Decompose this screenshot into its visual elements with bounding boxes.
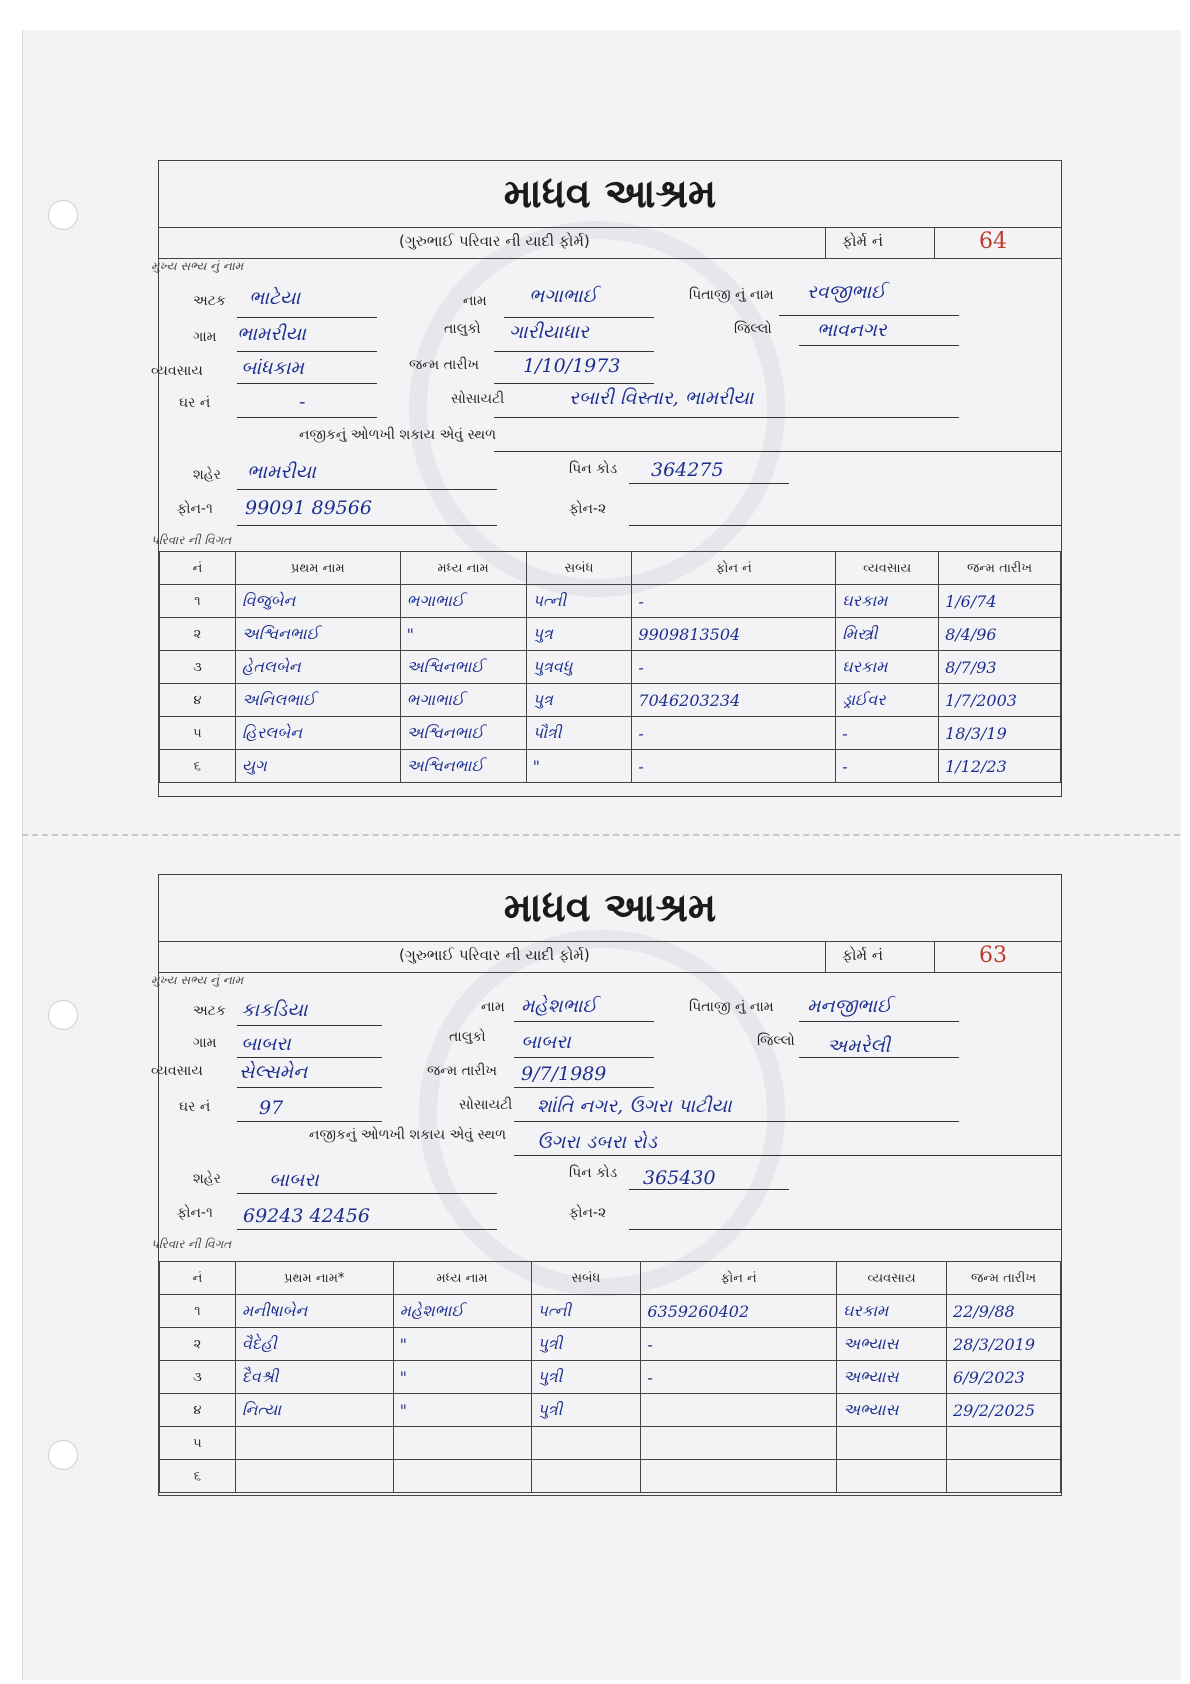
col-first-name: પ્રથમ નામ: [235, 552, 400, 585]
taluka-label: તાલુકો: [449, 1029, 486, 1045]
dob-label: જન્મ તારીખ: [409, 357, 480, 373]
first-name: વૈદેહી: [235, 1328, 393, 1361]
relation: પુત્ર: [526, 684, 632, 717]
col-relation: સબંધ: [531, 1262, 641, 1295]
form-title: માધવ આશ્રમ: [503, 171, 717, 217]
occupation: ઘરકામ: [837, 1295, 947, 1328]
row-number: ૫: [160, 717, 236, 750]
phone: -: [632, 585, 836, 618]
occupation-value: સેલ્સમેન: [239, 1061, 308, 1083]
landmark-label: નજીકનું ઓળખી શકાય એવું સ્થળ: [299, 427, 497, 443]
relation: પત્ની: [526, 585, 632, 618]
form-number-label: ફોર્મ નં: [842, 946, 883, 964]
table-row: [160, 585, 1061, 618]
middle-name: મહેશભાઈ: [393, 1295, 531, 1328]
phone: [641, 1394, 837, 1427]
father-label: પિતાજી નું નામ: [689, 999, 774, 1015]
village-value: બાબરા: [241, 1033, 291, 1055]
phone: 7046203234: [632, 684, 836, 717]
village-value: ભામરીયા: [237, 323, 306, 345]
house-no-value: -: [299, 391, 306, 413]
form-number: 64: [979, 229, 1007, 254]
name-label: નામ: [481, 999, 505, 1015]
row-number: ૩: [160, 651, 236, 684]
phone: -: [641, 1328, 837, 1361]
taluka-label: તાલુકો: [444, 321, 481, 337]
house-no-label: ઘર નં: [179, 395, 211, 411]
table-row: [160, 750, 1061, 783]
row-number: ૨: [160, 1328, 236, 1361]
surname-value: ભાટેયા: [249, 287, 301, 309]
occupation: ઘરકામ: [836, 585, 939, 618]
occupation-value: બાંધકામ: [241, 357, 304, 379]
col-occupation: વ્યવસાય: [836, 552, 939, 585]
col-dob: જન્મ તારીખ: [939, 552, 1061, 585]
phone1-label: ફોન-૧: [177, 1205, 213, 1221]
relation: [531, 1427, 641, 1460]
family-table: [159, 1261, 1061, 1493]
relation: [531, 1460, 641, 1493]
house-no-label: ઘર નં: [179, 1099, 211, 1115]
first-name: અશ્વિનભાઈ: [235, 618, 400, 651]
middle-name: ": [393, 1328, 531, 1361]
phone2-label: ફોન-૨: [569, 1205, 607, 1221]
dob: 8/7/93: [939, 651, 1061, 684]
form-title: માધવ આશ્રમ: [503, 885, 717, 931]
table-row: [160, 717, 1061, 750]
punch-hole: [48, 200, 78, 230]
form-card-64: [151, 160, 1062, 797]
surname-value: કાકડિયા: [241, 999, 308, 1021]
society-label: સોસાયટી: [451, 391, 505, 407]
row-number: ૧: [160, 585, 236, 618]
row-number: ૪: [160, 684, 236, 717]
first-name: નિત્યા: [235, 1394, 393, 1427]
dob-value: 1/10/1973: [523, 355, 621, 377]
row-number: ૬: [160, 750, 236, 783]
table-row: [160, 1328, 1061, 1361]
phone1-value: 69243 42456: [243, 1205, 370, 1227]
dob: 6/9/2023: [947, 1361, 1061, 1394]
occupation-label: વ્યવસાય: [151, 363, 203, 379]
dob: 28/3/2019: [947, 1328, 1061, 1361]
row-number: ૬: [160, 1460, 236, 1493]
pincode-value: 365430: [643, 1167, 716, 1189]
relation: પુત્રી: [531, 1361, 641, 1394]
col-first-name: પ્રથમ નામ*: [235, 1262, 393, 1295]
section-main-member: મુખ્ય સભ્ય નું નામ: [151, 259, 244, 273]
col-no: નં: [160, 1262, 236, 1295]
ashram-stamp: [409, 221, 785, 597]
village-label: ગામ: [193, 1035, 217, 1051]
middle-name: ભગાભાઈ: [400, 585, 526, 618]
society-value: રબારી વિસ્તાર, ભામરીયા: [569, 387, 754, 409]
first-name: દૈવશ્રી: [235, 1361, 393, 1394]
col-dob: જન્મ તારીખ: [947, 1262, 1061, 1295]
col-no: નં: [160, 552, 236, 585]
first-name: વિજુબેન: [235, 585, 400, 618]
dob: 1/7/2003: [939, 684, 1061, 717]
occupation: -: [836, 717, 939, 750]
city-value: બાબરા: [269, 1169, 319, 1191]
society-label: સોસાયટી: [459, 1097, 513, 1113]
middle-name: ભગાભાઈ: [400, 684, 526, 717]
occupation-label: વ્યવસાય: [151, 1063, 203, 1079]
landmark-value: ઉગરા ડબરા રોડ: [537, 1131, 657, 1153]
father-value: રવજીભાઈ: [807, 281, 886, 303]
middle-name: ": [393, 1361, 531, 1394]
relation: પુત્રવધુ: [526, 651, 632, 684]
subtitle-row: [159, 941, 1061, 973]
occupation: -: [836, 750, 939, 783]
row-number: ૧: [160, 1295, 236, 1328]
phone: [641, 1427, 837, 1460]
punch-hole: [48, 1000, 78, 1030]
form-subtitle: (ગુરુભાઈ પરિવાર ની યાદી ફોર્મ): [399, 232, 590, 250]
middle-name: અશ્વિનભાઈ: [400, 717, 526, 750]
first-name: યુગ: [235, 750, 400, 783]
form-number: 63: [979, 943, 1007, 968]
city-label: શહેર: [193, 1171, 221, 1187]
phone: -: [641, 1361, 837, 1394]
taluka-value: બાબરા: [521, 1031, 571, 1053]
occupation: અભ્યાસ: [837, 1328, 947, 1361]
dob: 29/2/2025: [947, 1394, 1061, 1427]
occupation: [837, 1427, 947, 1460]
table-row: [160, 1361, 1061, 1394]
occupation: અભ્યાસ: [837, 1361, 947, 1394]
surname-label: અટક: [193, 293, 226, 309]
pincode-value: 364275: [651, 459, 724, 481]
dob-label: જન્મ તારીખ: [427, 1063, 498, 1079]
relation: પુત્ર: [526, 618, 632, 651]
table-row: [160, 651, 1061, 684]
occupation: અભ્યાસ: [837, 1394, 947, 1427]
middle-name: અશ્વિનભાઈ: [400, 651, 526, 684]
occupation: [837, 1460, 947, 1493]
family-header-row: [160, 552, 1061, 585]
form-subtitle: (ગુરુભાઈ પરિવાર ની યાદી ફોર્મ): [399, 946, 590, 964]
col-occupation: વ્યવસાય: [837, 1262, 947, 1295]
row-number: ૫: [160, 1427, 236, 1460]
middle-name: અશ્વિનભાઈ: [400, 750, 526, 783]
village-label: ગામ: [193, 329, 217, 345]
table-row: [160, 1427, 1061, 1460]
section-family: પરિવાર ની વિગત: [151, 533, 232, 547]
dob: [947, 1460, 1061, 1493]
dob-value: 9/7/1989: [521, 1063, 607, 1085]
table-row: [160, 618, 1061, 651]
relation: પુત્રી: [531, 1328, 641, 1361]
first-name: હેતલબેન: [235, 651, 400, 684]
table-row: [160, 684, 1061, 717]
middle-name: ": [393, 1394, 531, 1427]
dob: 1/6/74: [939, 585, 1061, 618]
relation: પત્ની: [531, 1295, 641, 1328]
subtitle-row: [159, 227, 1061, 259]
row-number: ૩: [160, 1361, 236, 1394]
phone: -: [632, 750, 836, 783]
father-label: પિતાજી નું નામ: [689, 287, 774, 303]
dob: 8/4/96: [939, 618, 1061, 651]
name-label: નામ: [463, 293, 487, 309]
occupation: ઘરકામ: [836, 651, 939, 684]
family-table: [159, 551, 1061, 783]
table-row: [160, 1460, 1061, 1493]
city-value: ભામરીયા: [247, 461, 316, 483]
col-middle-name: મધ્ય નામ: [393, 1262, 531, 1295]
landmark-label: નજીકનું ઓળખી શકાય એવું સ્થળ: [309, 1127, 507, 1143]
first-name: હિરલબેન: [235, 717, 400, 750]
row-number: ૨: [160, 618, 236, 651]
name-value: ભગાભાઈ: [529, 285, 598, 307]
district-label: જિલ્લો: [757, 1033, 795, 1049]
phone: 9909813504: [632, 618, 836, 651]
table-row: [160, 1295, 1061, 1328]
form-number-label: ફોર્મ નં: [842, 232, 883, 250]
dob: 22/9/88: [947, 1295, 1061, 1328]
father-value: મનજીભાઈ: [807, 995, 892, 1017]
phone1-value: 99091 89566: [245, 497, 372, 519]
middle-name: [393, 1460, 531, 1493]
phone: -: [632, 651, 836, 684]
phone1-label: ફોન-૧: [177, 501, 213, 517]
family-header-row: [160, 1262, 1061, 1295]
punch-hole: [48, 1440, 78, 1470]
city-label: શહેર: [193, 467, 221, 483]
col-middle-name: મધ્ય નામ: [400, 552, 526, 585]
house-no-value: 97: [259, 1097, 284, 1119]
relation: પૌત્રી: [526, 717, 632, 750]
district-value: ભાવનગર: [817, 319, 887, 341]
section-family: પરિવાર ની વિગત: [151, 1237, 232, 1251]
taluka-value: ગારીયાધાર: [509, 321, 589, 343]
phone: -: [632, 717, 836, 750]
first-name: અનિલભાઈ: [235, 684, 400, 717]
dob: [947, 1427, 1061, 1460]
phone: [641, 1460, 837, 1493]
col-phone: ફોન નં: [632, 552, 836, 585]
district-label: જિલ્લો: [734, 321, 772, 337]
district-value: અમરેલી: [827, 1035, 891, 1057]
middle-name: [393, 1427, 531, 1460]
col-relation: સબંધ: [526, 552, 632, 585]
section-main-member: મુખ્ય સભ્ય નું નામ: [151, 973, 244, 987]
dob: 1/12/23: [939, 750, 1061, 783]
col-phone: ફોન નં: [641, 1262, 837, 1295]
pincode-label: પિન કોડ: [569, 1165, 618, 1181]
relation: પુત્રી: [531, 1394, 641, 1427]
table-row: [160, 1394, 1061, 1427]
first-name: [235, 1460, 393, 1493]
name-value: મહેશભાઈ: [521, 995, 598, 1017]
first-name: [235, 1427, 393, 1460]
form-card-63: [151, 874, 1062, 1496]
relation: ": [526, 750, 632, 783]
row-number: ૪: [160, 1394, 236, 1427]
surname-label: અટક: [193, 1003, 226, 1019]
first-name: મનીષાબેન: [235, 1295, 393, 1328]
fold-line: [22, 834, 1180, 836]
pincode-label: પિન કોડ: [569, 461, 618, 477]
phone2-label: ફોન-૨: [569, 501, 607, 517]
occupation: ડ્રાઈવર: [836, 684, 939, 717]
occupation: મિસ્ત્રી: [836, 618, 939, 651]
phone: 6359260402: [641, 1295, 837, 1328]
dob: 18/3/19: [939, 717, 1061, 750]
society-value: શાંતિ નગર, ઉગરા પાટીયા: [537, 1095, 732, 1117]
middle-name: ": [400, 618, 526, 651]
